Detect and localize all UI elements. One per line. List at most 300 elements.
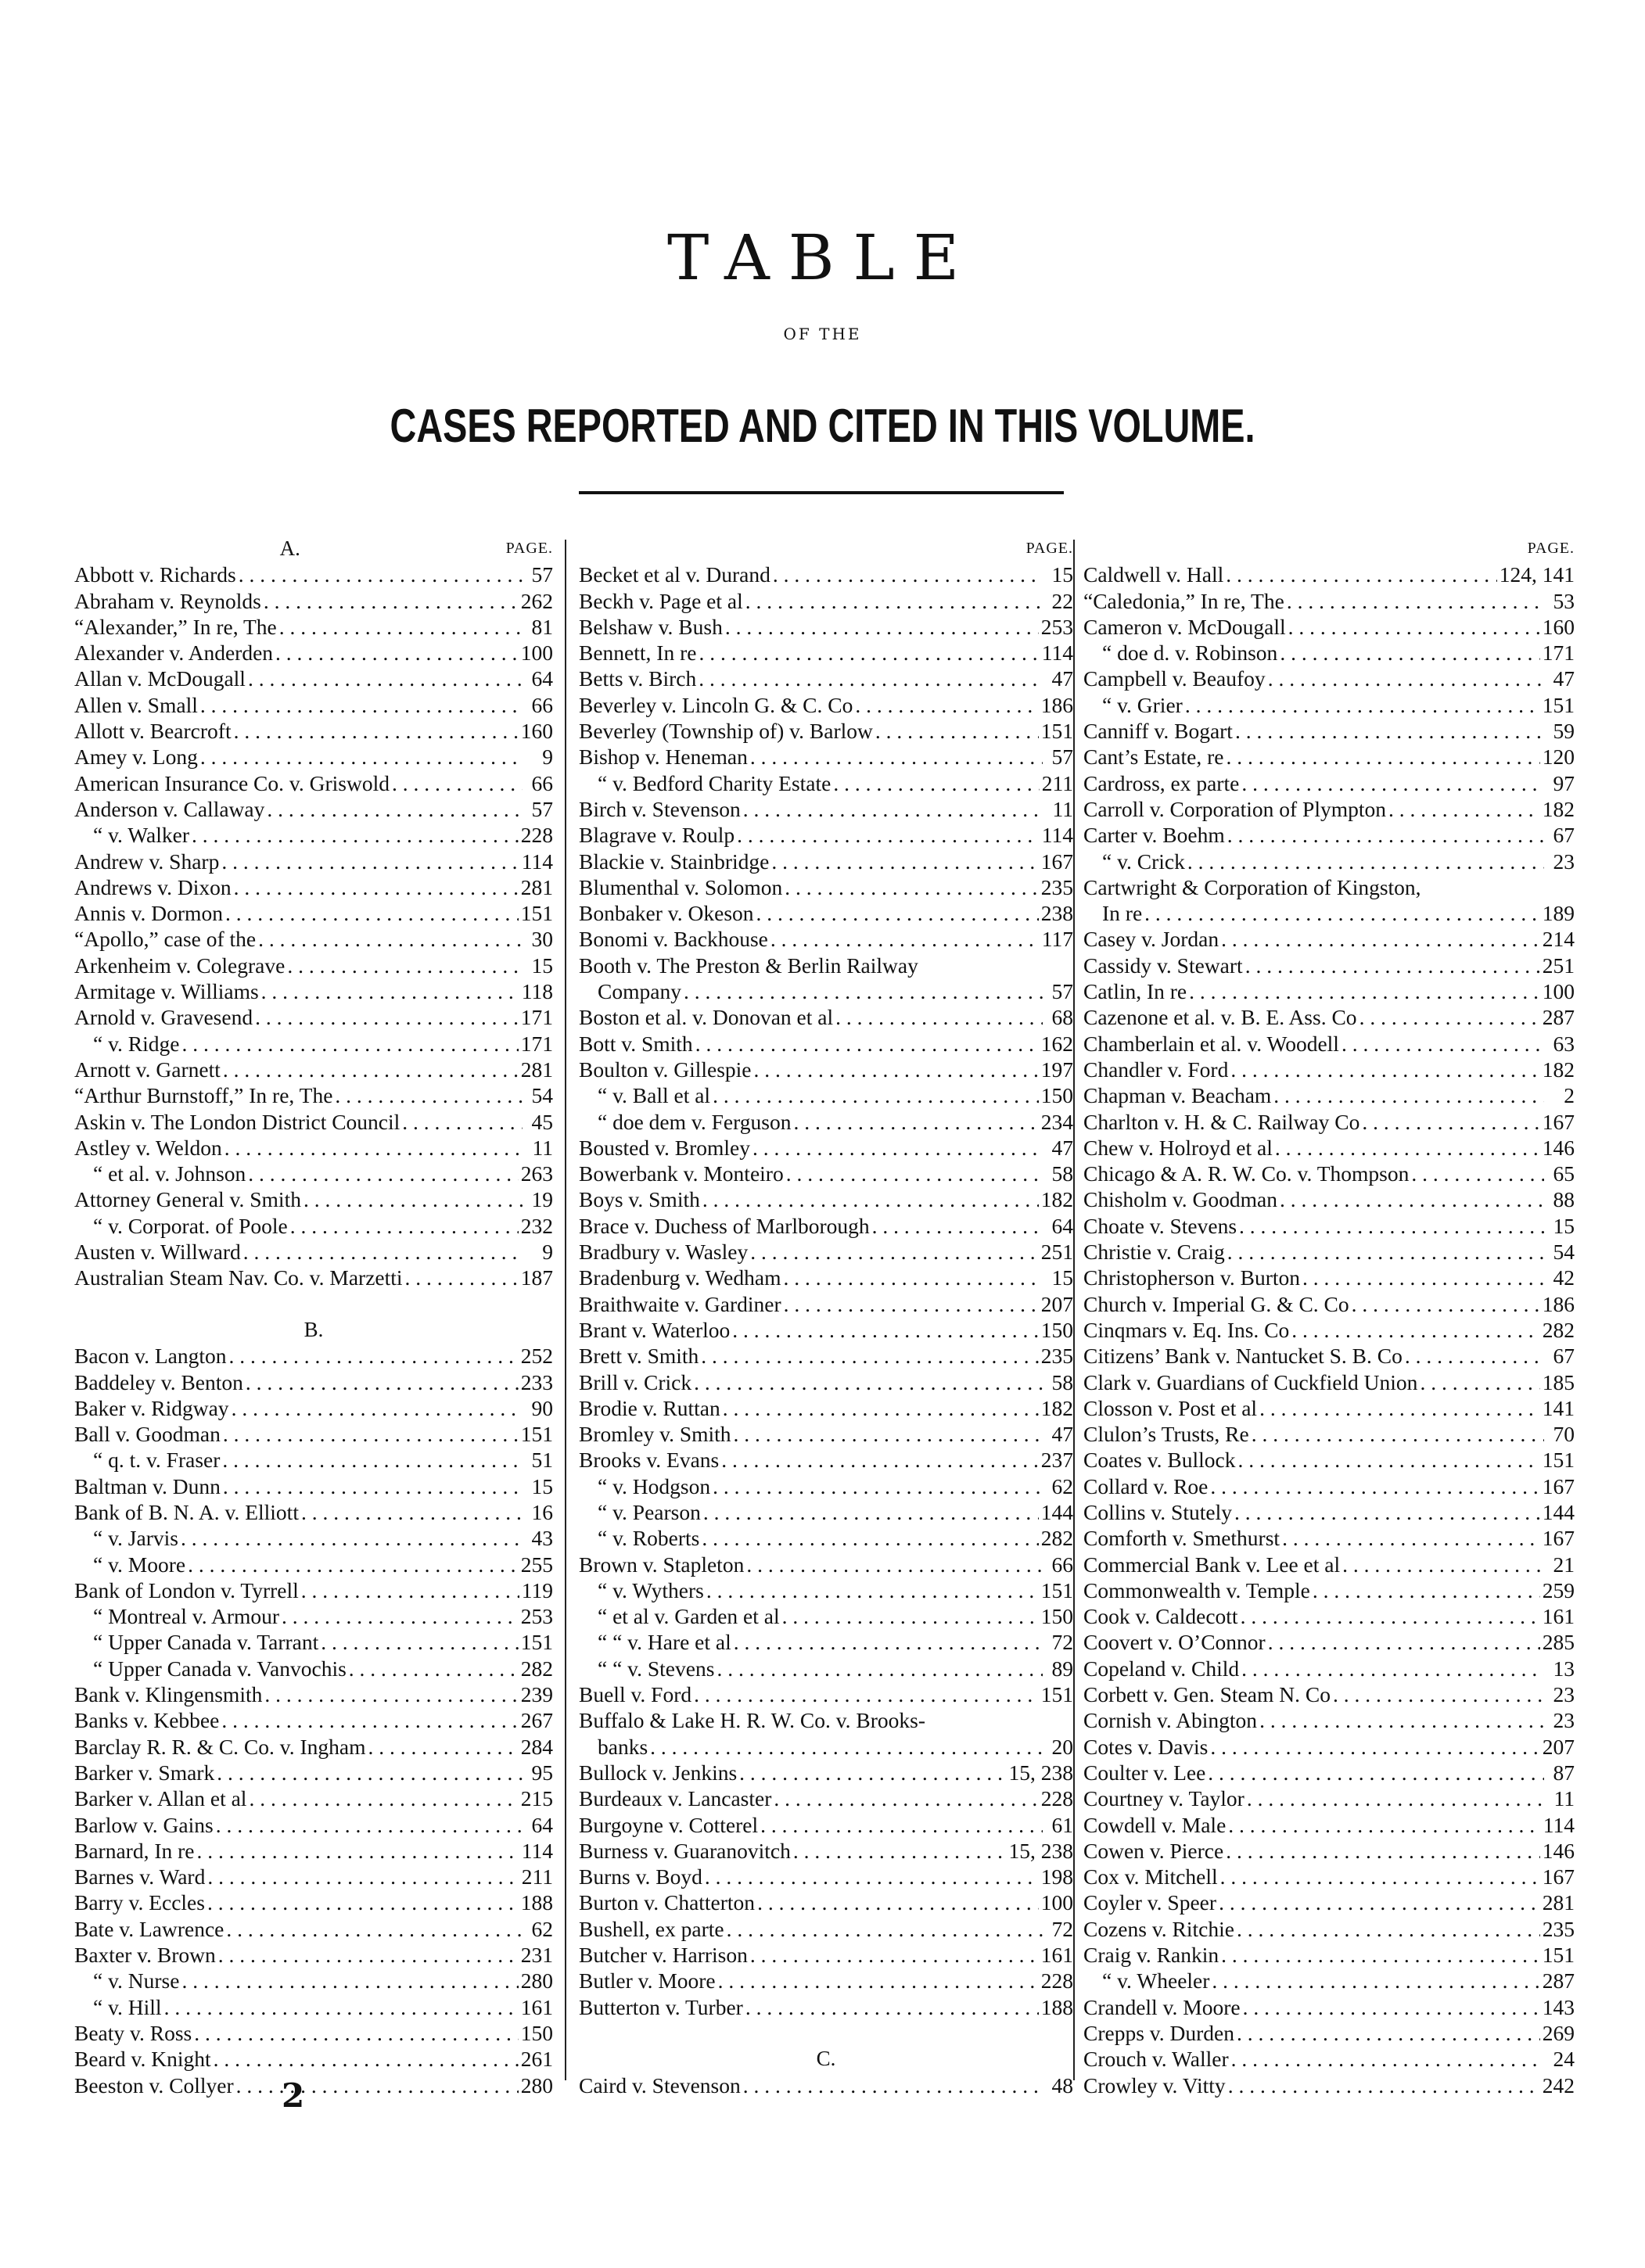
case-entry <box>74 796 553 822</box>
case-entry <box>579 666 1073 691</box>
case-name: Coates v. Bullock <box>1083 1448 1236 1473</box>
case-entry <box>579 926 1073 952</box>
case-name: Bushell, ex parte <box>579 1916 724 1941</box>
case-name: Carter v. Boehm <box>1083 823 1225 848</box>
case-name: Cartwright & Corporation of Kingston, <box>1083 874 1421 899</box>
case-entry <box>1083 796 1575 822</box>
case-name: Armitage v. Williams <box>74 979 259 1004</box>
dot-leader <box>695 1031 1039 1057</box>
dot-leader <box>223 1421 519 1447</box>
case-name: Church v. Imperial G. & C. Co <box>1083 1291 1349 1316</box>
case-entry <box>1083 1265 1575 1290</box>
case-name: “ v. Ball et al <box>598 1083 711 1108</box>
case-name: Buffalo & Lake H. R. W. Co. v. Brooks- <box>579 1708 926 1733</box>
dot-leader <box>275 640 519 666</box>
dot-leader <box>833 770 1039 796</box>
case-entry <box>1083 900 1575 926</box>
case-page: 188 <box>520 1890 553 1915</box>
case-entry <box>1083 614 1575 640</box>
case-page: 66 <box>1051 1552 1073 1577</box>
dot-leader <box>774 1785 1038 1811</box>
dot-leader <box>1239 1213 1544 1239</box>
case-entry <box>74 1004 553 1030</box>
case-page: 160 <box>520 719 553 744</box>
case-entry <box>74 1265 553 1290</box>
heading-rule <box>579 491 1064 494</box>
case-page: 15 <box>531 1473 553 1498</box>
case-entry <box>1083 1186 1575 1212</box>
case-page: 124, 141 <box>1499 562 1575 587</box>
dot-leader <box>218 1942 519 1968</box>
case-entry <box>74 849 553 874</box>
case-page: 53 <box>1553 588 1575 613</box>
dot-leader <box>1342 1031 1544 1057</box>
case-entry <box>579 1317 1073 1343</box>
case-name: Bott v. Smith <box>579 1031 693 1056</box>
case-page: 228 <box>1040 1968 1073 1993</box>
case-entry <box>74 1916 553 1942</box>
case-page: 114 <box>1041 641 1073 666</box>
column-1 <box>74 536 553 2098</box>
case-name: Cook v. Caldecott <box>1083 1604 1238 1629</box>
case-name: Bradbury v. Wasley <box>579 1240 749 1265</box>
case-page: 151 <box>520 1422 553 1447</box>
case-page: 262 <box>520 588 553 613</box>
case-page: 11 <box>1553 1786 1575 1811</box>
case-entry <box>1083 562 1575 587</box>
case-page: 100 <box>1542 979 1575 1004</box>
case-entry <box>74 562 553 587</box>
dot-leader <box>699 640 1039 666</box>
case-page: 61 <box>1051 1812 1073 1837</box>
case-page: 255 <box>520 1552 553 1577</box>
case-entry <box>74 1760 553 1785</box>
case-entry <box>579 1161 1073 1186</box>
case-page: 47 <box>1051 1422 1073 1447</box>
dot-leader <box>226 1916 523 1942</box>
case-page: 47 <box>1553 666 1575 691</box>
dot-leader <box>282 1603 519 1629</box>
case-name: Beverley (Township of) v. Barlow <box>579 719 873 744</box>
case-page: 211 <box>521 1864 553 1889</box>
case-entry <box>579 953 1073 978</box>
case-entry <box>74 978 553 1004</box>
case-page: 151 <box>1542 1943 1575 1968</box>
page-column-label: PAGE. <box>505 540 553 557</box>
case-entry <box>1083 1734 1575 1760</box>
case-page: 47 <box>1051 666 1073 691</box>
case-entry <box>579 1864 1073 1889</box>
case-name: Coulter v. Lee <box>1083 1760 1206 1785</box>
case-name: Cozens v. Ritchie <box>1083 1916 1234 1941</box>
case-name: Brant v. Waterloo <box>579 1317 731 1342</box>
case-page: 187 <box>520 1265 553 1290</box>
case-entry <box>1083 1942 1575 1968</box>
case-page: 151 <box>520 901 553 926</box>
case-entry <box>74 926 553 952</box>
case-name: Cox v. Mitchell <box>1083 1864 1218 1889</box>
case-name: “ q. t. v. Fraser <box>93 1448 221 1473</box>
dot-leader <box>1210 1734 1539 1760</box>
case-entry <box>74 1395 553 1421</box>
case-entry <box>74 1552 553 1577</box>
case-page: 151 <box>1040 1682 1073 1707</box>
dot-leader <box>1282 1525 1540 1551</box>
dot-leader <box>835 1004 1043 1030</box>
case-entry <box>74 1109 553 1135</box>
case-entry <box>579 1577 1073 1603</box>
dot-leader <box>1243 1994 1540 2020</box>
dot-leader <box>1226 1838 1540 1864</box>
case-page: 146 <box>1542 1838 1575 1863</box>
case-page: 58 <box>1051 1369 1073 1394</box>
case-page: 64 <box>531 666 553 691</box>
case-name: “ v. Nurse <box>93 1968 180 1993</box>
dot-leader <box>732 1317 1038 1343</box>
case-name: Bank of London v. Tyrrell <box>74 1577 299 1602</box>
case-name: Brodie v. Ruttan <box>579 1395 720 1420</box>
dot-leader <box>181 1031 518 1057</box>
case-entry <box>1083 1603 1575 1629</box>
case-page: 62 <box>531 1916 553 1941</box>
dot-leader <box>783 1265 1043 1290</box>
dot-leader <box>737 822 1040 848</box>
dot-leader <box>200 744 523 770</box>
case-name: Abbott v. Richards <box>74 562 236 587</box>
case-name: Beeston v. Collyer <box>74 2072 234 2098</box>
case-entry <box>579 1057 1073 1082</box>
case-entry <box>1083 770 1575 796</box>
dot-leader <box>1268 666 1544 691</box>
dot-leader <box>1238 1447 1540 1473</box>
case-entry <box>74 1186 553 1212</box>
dot-leader <box>214 2046 519 2072</box>
case-name: Butterton v. Turber <box>579 1994 743 2019</box>
case-page: 280 <box>520 2072 553 2098</box>
case-page: 120 <box>1542 745 1575 770</box>
dot-leader <box>188 1552 519 1577</box>
case-page: 45 <box>531 1109 553 1134</box>
case-page: 261 <box>520 2047 553 2072</box>
dot-leader <box>1231 2046 1544 2072</box>
dot-leader <box>1185 692 1540 718</box>
case-name: “ v. Wythers <box>598 1577 704 1602</box>
case-page: 239 <box>520 1682 553 1707</box>
case-page: 198 <box>1040 1864 1073 1889</box>
dot-leader <box>1313 1577 1540 1603</box>
dot-leader <box>1273 1082 1544 1108</box>
case-name: Citizens’ Bank v. Nantucket S. B. Co <box>1083 1344 1403 1369</box>
case-entry <box>579 1734 1073 1760</box>
case-page: 167 <box>1542 1109 1575 1134</box>
case-entry <box>579 849 1073 874</box>
case-entry <box>579 796 1073 822</box>
dot-leader <box>1245 953 1540 978</box>
dot-leader <box>754 1057 1039 1082</box>
dot-leader <box>225 900 519 926</box>
case-entry <box>579 1629 1073 1655</box>
dot-leader <box>721 1447 1039 1473</box>
case-name: Bradenburg v. Wedham <box>579 1265 781 1290</box>
page-subtitle: OF THE <box>783 325 862 343</box>
case-page: 15 <box>1553 1213 1575 1238</box>
dot-leader <box>1208 1760 1544 1785</box>
dot-leader <box>221 849 519 874</box>
case-name: Askin v. The London District Council <box>74 1109 400 1134</box>
dot-leader <box>264 588 519 614</box>
case-entry <box>579 900 1073 926</box>
page-title: TABLE <box>666 221 979 294</box>
case-entry <box>579 770 1073 796</box>
dot-leader <box>287 953 523 978</box>
case-entry <box>74 1213 553 1239</box>
case-page: 251 <box>1040 1240 1073 1265</box>
dot-leader <box>1234 1499 1540 1525</box>
case-name: Anderson v. Callaway <box>74 796 265 821</box>
dot-leader <box>279 614 523 640</box>
case-entry <box>1083 2020 1575 2046</box>
case-name: Cant’s Estate, re <box>1083 745 1224 770</box>
case-entry <box>74 2020 553 2046</box>
case-page: 95 <box>531 1760 553 1785</box>
case-page: 64 <box>1051 1213 1073 1238</box>
case-page: 15, 238 <box>1008 1838 1073 1863</box>
case-name: Booth v. The Preston & Berlin Railway <box>579 953 918 978</box>
case-name: Butcher v. Harrison <box>579 1943 748 1968</box>
case-entry <box>74 1369 553 1395</box>
case-entry <box>1083 1525 1575 1551</box>
case-entry <box>1083 1161 1575 1186</box>
case-page: 207 <box>1542 1734 1575 1759</box>
case-page: 269 <box>1542 2020 1575 2045</box>
case-page: 15 <box>1051 562 1073 587</box>
dot-leader <box>1420 1369 1539 1395</box>
dot-leader <box>1252 1421 1544 1447</box>
dot-leader <box>335 1082 523 1108</box>
case-entry <box>579 1031 1073 1057</box>
case-page: 214 <box>1542 927 1575 952</box>
case-entry <box>1083 874 1575 900</box>
dot-leader <box>1280 1186 1544 1212</box>
dot-leader <box>1144 900 1540 926</box>
case-name: Bank v. Klingensmith <box>74 1682 263 1707</box>
case-entry <box>1083 1421 1575 1447</box>
case-page: 143 <box>1542 1994 1575 2019</box>
dot-leader <box>200 692 523 718</box>
dot-leader <box>392 770 523 796</box>
case-page: 15 <box>1051 1265 1073 1290</box>
case-entry <box>579 1186 1073 1212</box>
case-page: 162 <box>1040 1031 1073 1056</box>
case-name: “Apollo,” case of the <box>74 927 257 952</box>
dot-leader <box>196 1838 519 1864</box>
case-page: 97 <box>1553 770 1575 795</box>
case-name: Coyler v. Speer <box>1083 1890 1217 1915</box>
case-entry <box>1083 978 1575 1004</box>
dot-leader <box>1226 744 1539 770</box>
dot-leader <box>750 1239 1039 1265</box>
dot-leader <box>1241 770 1544 796</box>
case-page: 242 <box>1542 2072 1575 2098</box>
case-page: 234 <box>1040 1109 1073 1134</box>
dot-leader <box>192 822 519 848</box>
case-name: Banks v. Kebbee <box>74 1708 220 1733</box>
case-entry <box>1083 1552 1575 1577</box>
case-page: 23 <box>1553 1682 1575 1707</box>
case-entry <box>1083 1004 1575 1030</box>
case-name: Arnold v. Gravesend <box>74 1005 253 1030</box>
case-name: “ v. Moore <box>93 1552 186 1577</box>
case-name: Barnes v. Ward <box>74 1864 206 1889</box>
dot-leader <box>181 1525 523 1551</box>
case-page: 58 <box>1051 1161 1073 1186</box>
case-entry <box>1083 1135 1575 1161</box>
case-entry <box>579 1213 1073 1239</box>
case-page: 284 <box>520 1734 553 1759</box>
case-entry <box>1083 1889 1575 1915</box>
case-entry <box>579 1942 1073 1968</box>
case-page: 23 <box>1553 1708 1575 1733</box>
case-name: Cameron v. McDougall <box>1083 614 1286 639</box>
case-name: Barker v. Smark <box>74 1760 215 1785</box>
column-2 <box>579 536 1073 2098</box>
case-entry <box>1083 1317 1575 1343</box>
dot-leader <box>221 1707 518 1733</box>
dot-leader <box>1333 1681 1544 1707</box>
dot-leader <box>713 1473 1043 1499</box>
case-page: 87 <box>1553 1760 1575 1785</box>
dot-leader <box>1221 926 1540 952</box>
case-page: 43 <box>531 1526 553 1551</box>
case-page: 186 <box>1542 1291 1575 1316</box>
case-entry <box>1083 1785 1575 1811</box>
case-name: Buell v. Ford <box>579 1682 692 1707</box>
dot-leader <box>246 1369 519 1395</box>
case-name: Courtney v. Taylor <box>1083 1786 1245 1811</box>
case-page: 144 <box>1542 1499 1575 1524</box>
case-page: 141 <box>1542 1395 1575 1420</box>
case-name: “ v. Ridge <box>93 1031 180 1056</box>
dot-leader <box>207 1889 519 1915</box>
dot-leader <box>290 1213 519 1239</box>
dot-leader <box>1302 1265 1544 1290</box>
case-entry <box>1083 692 1575 718</box>
case-name: Bacon v. Langton <box>74 1344 227 1369</box>
case-entry <box>579 1395 1073 1421</box>
case-page: 23 <box>1553 849 1575 874</box>
case-page: 144 <box>1040 1499 1073 1524</box>
dot-leader <box>1187 849 1544 874</box>
case-name: Bate v. Lawrence <box>74 1916 224 1941</box>
dot-leader <box>771 849 1038 874</box>
dot-leader <box>743 796 1043 822</box>
case-name: “ “ v. Stevens <box>598 1656 715 1681</box>
case-name: Coovert v. O’Connor <box>1083 1630 1266 1655</box>
case-entry <box>579 588 1073 614</box>
case-name: “ v. Jarvis <box>93 1526 178 1551</box>
dot-leader <box>1268 1629 1540 1655</box>
page-column-label: PAGE. <box>1025 540 1073 557</box>
case-page: 161 <box>1542 1604 1575 1629</box>
case-entry <box>74 1473 553 1499</box>
case-page: 228 <box>1040 1786 1073 1811</box>
case-page: 287 <box>1542 1005 1575 1030</box>
case-entry <box>579 1994 1073 2020</box>
case-name: “ Upper Canada v. Tarrant <box>93 1630 319 1655</box>
case-name: Chicago & A. R. W. Co. v. Thompson <box>1083 1161 1410 1186</box>
case-name: Brooks v. Evans <box>579 1448 720 1473</box>
case-name: Barker v. Allan et al <box>74 1786 247 1811</box>
case-page: 67 <box>1553 1344 1575 1369</box>
case-page: 281 <box>520 874 553 899</box>
case-entry <box>579 1239 1073 1265</box>
case-name: “ et al v. Garden et al <box>598 1604 780 1629</box>
case-entry <box>1083 1395 1575 1421</box>
case-entry <box>74 1057 553 1082</box>
case-name: Commonwealth v. Temple <box>1083 1577 1310 1602</box>
case-name: Corbett v. Gen. Steam N. Co <box>1083 1682 1331 1707</box>
case-page: 70 <box>1553 1422 1575 1447</box>
case-page: 228 <box>520 823 553 848</box>
case-name: Catlin, In re <box>1083 979 1187 1004</box>
case-name: Comforth v. Smethurst <box>1083 1526 1280 1551</box>
case-name: Belshaw v. Bush <box>579 614 723 639</box>
case-entry <box>579 1421 1073 1447</box>
case-name: “ Upper Canada v. Vanvochis <box>93 1656 347 1681</box>
case-name: Blumenthal v. Solomon <box>579 874 783 899</box>
dot-leader <box>782 1603 1039 1629</box>
case-page: 253 <box>1040 614 1073 639</box>
case-page: 185 <box>1542 1369 1575 1394</box>
case-name: Boston et al. v. Donovan et al <box>579 1005 834 1030</box>
dot-leader <box>1362 1109 1539 1135</box>
dot-leader <box>1226 562 1497 587</box>
case-page: 253 <box>520 1604 553 1629</box>
case-page: 188 <box>1040 1994 1073 2019</box>
dot-leader <box>694 1681 1039 1707</box>
case-page: 72 <box>1051 1630 1073 1655</box>
case-page: 114 <box>521 1838 553 1863</box>
case-entry <box>74 1681 553 1707</box>
case-entry <box>1083 1109 1575 1135</box>
dot-leader <box>1228 2072 1540 2098</box>
case-entry <box>74 1707 553 1733</box>
case-name: Collins v. Stutely <box>1083 1499 1232 1524</box>
dot-leader <box>1342 1552 1544 1577</box>
case-entry <box>74 1994 553 2020</box>
case-entry <box>74 666 553 691</box>
dot-leader <box>734 1421 1043 1447</box>
case-name: Baxter v. Brown <box>74 1943 216 1968</box>
dot-leader <box>1237 1916 1540 1942</box>
case-name: “ v. Walker <box>93 823 190 848</box>
dot-leader <box>236 2072 519 2098</box>
section-letter: C. <box>816 2047 836 2071</box>
case-entry <box>1083 1369 1575 1395</box>
case-name: Christie v. Craig <box>1083 1240 1225 1265</box>
case-page: 20 <box>1051 1734 1073 1759</box>
case-name: Butler v. Moore <box>579 1968 716 1993</box>
case-page: 182 <box>1542 1057 1575 1082</box>
case-name: “ v. Crick <box>1102 849 1185 874</box>
column-divider-2 <box>1073 540 1075 2080</box>
case-name: Annis v. Dormon <box>74 901 223 926</box>
dot-leader <box>207 1864 519 1889</box>
dot-leader <box>1212 1968 1539 1993</box>
dot-leader <box>785 874 1039 900</box>
case-name: Austen v. Willward <box>74 1240 241 1265</box>
dot-leader <box>1259 1707 1544 1733</box>
